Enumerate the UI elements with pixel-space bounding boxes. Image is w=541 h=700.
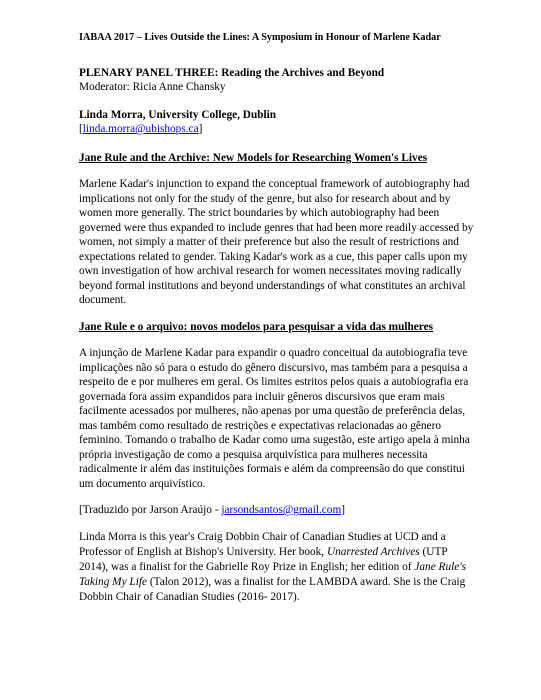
bio-line [79,575,465,590]
english-line: beyond formal institutions and beyond understandings of what constitutes an archival [79,279,466,292]
speaker-email-line [79,122,202,137]
portuguese-abstract-title: Jane Rule e o arquivo: novos modelos para pesquisar a vida das mulheres [79,321,434,333]
portuguese-line: governada fora assim expandidos para incluir gêneros discursivos que eram mais [79,390,445,403]
english-line: Marlene Kadar's injunction to expand the conceptual framework of autobiography had [79,178,470,190]
english-line: women, not simply a matter of their preference but also the result of restrictions and [79,236,459,248]
english-line: implications not only for the study of the genre, but also for research about and by [79,192,451,205]
email-bracket-close: ] [198,123,203,135]
bio-text: Professor of English at Bishop's University. Her book, [79,546,327,558]
bio-line: Dobbin Chair of Canadian Studies (2016- 2017). [79,591,300,603]
english-line: expectations related to gender. Taking Kadar's work as a cue, this paper calls upon my [79,250,468,263]
bio-text: (Talon 2012), was a finalist for the LAMBDA award. She is the Craig [147,576,466,588]
portuguese-line: radicalmente ir além das instituições formais e além da compreensão do que constitui [79,463,465,475]
portuguese-line: respeito de e por mulheres em geral. Os limites estritos pelos quais a autobiografia era [79,376,469,388]
portuguese-line: mas também como resultado de restrições e expectativas relacionadas ao gênero [79,419,441,432]
bio-line [79,545,448,560]
english-abstract-title: Jane Rule and the Archive: New Models for Researching Women's Lives [79,152,428,164]
english-line: governed were thus expanded to include genres that had been more readily accessed by [79,221,474,234]
portuguese-line: A injunção de Marlene Kadar para expandir o quadro conceitual da autobiografia teve [79,347,468,359]
portuguese-line: feminino. Tomando o trabalho de Kadar como uma sugestão, este artigo apela à minha [79,434,470,446]
portuguese-line: facilmente acessados por mulheres, não apenas por uma questão de preferência delas, [79,405,466,417]
translation-suffix: ] [341,504,346,516]
translation-prefix: [Traduzido por Jarson Araújo - [79,504,222,516]
book-title: Taking My Life [79,576,147,588]
bio-line: Linda Morra is this year's Craig Dobbin Chair of Canadian Studies at UCD and a [79,531,446,543]
bio-text: (UTP [419,546,448,558]
email-bracket-open: [ [79,123,83,135]
panel-moderator: Moderator: Ricia Anne Chansky [79,81,226,93]
english-line: own investigation of how archival research for women necessitates moving radically [79,265,462,277]
portuguese-line: própria investigação de como a pesquisa arquivística para mulheres necessita [79,448,428,461]
english-line: women more generally. The strict boundaries by which autobiography had been [79,207,440,219]
bio-line [79,560,466,575]
translator-email-link[interactable]: jarsondsantos@gmail.com [221,504,342,516]
panel-title: PLENARY PANEL THREE: Reading the Archives and Beyond [79,67,385,79]
bio-text: 2014), was a finalist for the Gabrielle Roy Prize in English; her edition of [79,561,415,573]
english-line: document. [79,294,127,306]
translation-credit [79,503,345,518]
portuguese-line: um documento arquivístico. [79,477,206,490]
speaker-email-link[interactable]: linda.morra@ubishops.ca [82,123,199,135]
speaker-name: Linda Morra, University College, Dublin [79,109,277,121]
book-title: Unarrested Archives [326,546,420,558]
portuguese-line: implicações não só para o estudo do gênero discursivo, mas também para a pesquisa a [79,361,468,374]
book-title: Jane Rule's [414,561,467,573]
document-header: IABAA 2017 – Lives Outside the Lines: A Symposium in Honour of Marlene Kadar [79,32,441,43]
